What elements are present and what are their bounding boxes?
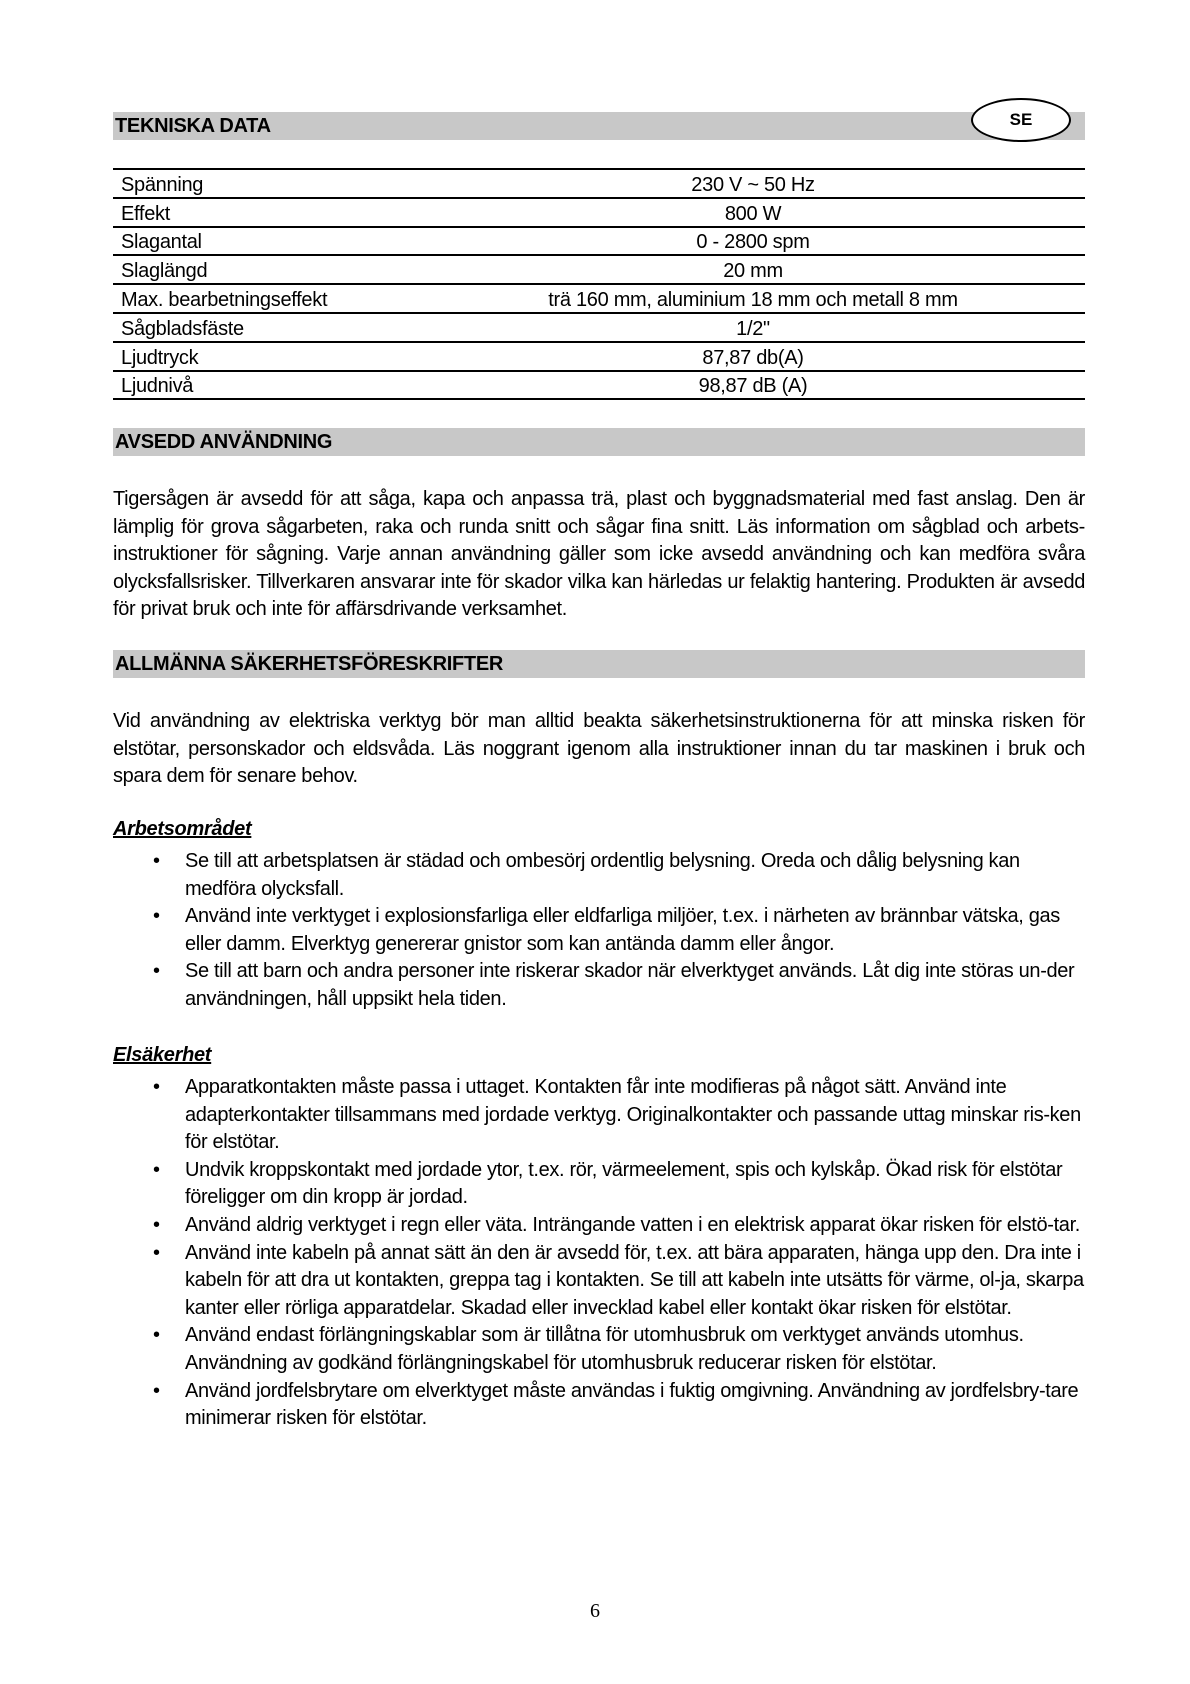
spec-label: Ljudtryck <box>113 342 421 371</box>
subheading-electrical-safety: Elsäkerhet <box>113 1044 212 1066</box>
list-item-text: Se till att barn och andra personer inte riskerar skador när elverktyget används. Låt dig inte störas un-der användningen, håll uppsikt hela tiden. <box>185 960 1075 1010</box>
list-item <box>113 1378 1085 1433</box>
spec-label: Spänning <box>113 169 421 198</box>
work-area-list <box>113 848 1085 1014</box>
bullet-icon: • <box>153 850 160 872</box>
list-item-text: Använd inte verktyget i explosionsfarliga eller eldfarliga miljöer, t.ex. i närheten av brännbar vätska, gas eller damm. Elverktyg genererar gnistor som kan antända damm eller ångor. <box>185 905 1060 955</box>
electrical-safety-list <box>113 1074 1085 1433</box>
spec-label: Slagantal <box>113 227 421 256</box>
spec-row <box>113 371 1085 400</box>
list-item <box>113 1322 1085 1377</box>
spec-value: 1/2" <box>421 313 1085 342</box>
bullet-icon: • <box>153 960 160 983</box>
spec-row <box>113 198 1085 227</box>
section-header-intended-use <box>113 428 1085 456</box>
section-header-general-safety <box>113 650 1085 678</box>
intended-use-paragraph: Tigersågen är avsedd för att såga, kapa och anpassa trä, plast och byggnadsmaterial med fast anslag. Den är lämplig för grova sågarbeten, raka och runda snitt och sågar fina snitt. Läs information om sågblad och arbets-instruktioner för sågning. Varje annan användning gäller som icke avsedd användning och kan medföra svåra olycksfallsrisker. Tillverkaren ansvarar inte för skador vilka kan härledas ur felaktig hantering. Produkten är avsedd för privat bruk och inte för affärsdrivande verksamhet. <box>113 488 1085 621</box>
section-header-technical-data <box>113 112 1085 140</box>
list-item-text: Undvik kroppskontakt med jordade ytor, t.ex. rör, värmeelement, spis och kylskåp. Ökad risk för elstötar föreligger om din kropp är jordad. <box>185 1158 1063 1209</box>
section-title-intended-use: AVSEDD ANVÄNDNING <box>115 431 333 453</box>
list-item <box>113 1157 1085 1212</box>
list-item <box>113 1240 1085 1323</box>
spec-row <box>113 255 1085 284</box>
bullet-icon: • <box>153 1324 160 1347</box>
spec-value: 0 - 2800 spm <box>421 227 1085 256</box>
spec-value: 98,87 dB (A) <box>421 371 1085 400</box>
spec-value: 800 W <box>421 198 1085 227</box>
list-item <box>113 1212 1085 1240</box>
bullet-icon: • <box>153 1076 160 1098</box>
list-item-text: Använd aldrig verktyget i regn eller väta. Inträngande vatten i en elektrisk apparat ökar risken för elstö-tar. <box>185 1213 1080 1236</box>
section-title-technical-data: TEKNISKA DATA <box>115 115 271 137</box>
spec-row <box>113 342 1085 371</box>
spec-row <box>113 227 1085 256</box>
spec-label: Max. bearbetningseffekt <box>113 284 421 313</box>
bullet-icon: • <box>153 1213 160 1236</box>
language-badge: SE <box>971 98 1071 142</box>
bullet-icon: • <box>153 1158 160 1181</box>
spec-label: Ljudnivå <box>113 371 421 400</box>
section-title-general-safety: ALLMÄNNA SÄKERHETSFÖRESKRIFTER <box>115 653 504 675</box>
subheading-work-area: Arbetsområdet <box>113 818 252 840</box>
spec-value: 87,87 db(A) <box>421 342 1085 371</box>
list-item-text: Apparatkontakten måste passa i uttaget. Kontakten får inte modifieras på något sätt. Använd inte adapterkontakter tillsammans med jordade verktyg. Originalkontakter och passande uttag minskar ris-ken för elstötar. <box>185 1076 1081 1154</box>
list-item <box>113 1074 1085 1157</box>
list-item-text: Använd endast förlängningskablar som är tillåtna för utomhusbruk om verktyget används utomhus. Användning av godkänd förlängningskabel för utomhusbruk reducerar risken för elstötar. <box>185 1324 1024 1374</box>
list-item <box>113 848 1085 903</box>
spec-row <box>113 284 1085 313</box>
spec-label: Effekt <box>113 198 421 227</box>
spec-value: trä 160 mm, aluminium 18 mm och metall 8 mm <box>421 284 1085 313</box>
list-item-text: Använd jordfelsbrytare om elverktyget måste användas i fuktig omgivning. Användning av jordfelsbry-tare minimerar risken för elstötar. <box>185 1379 1079 1430</box>
spec-label: Slaglängd <box>113 255 421 284</box>
list-item <box>113 903 1085 958</box>
list-item-text: Se till att arbetsplatsen är städad och ombesörj ordentlig belysning. Oreda och dålig belysning kan medföra olycksfall. <box>185 850 1020 900</box>
spec-row <box>113 169 1085 198</box>
spec-value: 20 mm <box>421 255 1085 284</box>
list-item-text: Använd inte kabeln på annat sätt än den är avsedd för, t.ex. att bära apparaten, hänga upp den. Dra inte i kabeln för att dra ut kontakten, greppa tag i kontakten. Se till att kabeln inte utsätts för värme, ol-ja, skarpa kanter eller rörliga apparatdelar. Skadad eller invecklad kabel eller kontakt ökar risken för elstötar. <box>185 1241 1084 1319</box>
spec-label: Sågbladsfäste <box>113 313 421 342</box>
bullet-icon: • <box>153 1241 160 1264</box>
bullet-icon: • <box>153 905 160 928</box>
spec-value: 230 V ~ 50 Hz <box>421 169 1085 198</box>
spec-row <box>113 313 1085 342</box>
page-number: 6 <box>590 1600 600 1622</box>
list-item <box>113 958 1085 1013</box>
bullet-icon: • <box>153 1379 160 1402</box>
specifications-table <box>113 168 1085 400</box>
general-safety-paragraph: Vid användning av elektriska verktyg bör man alltid beakta säkerhetsinstruktionerna för att minska risken för elstötar, personskador och eldsvåda. Läs noggrant igenom alla instruktioner innan du tar maskinen i bruk och spara dem för senare behov. <box>113 710 1085 788</box>
